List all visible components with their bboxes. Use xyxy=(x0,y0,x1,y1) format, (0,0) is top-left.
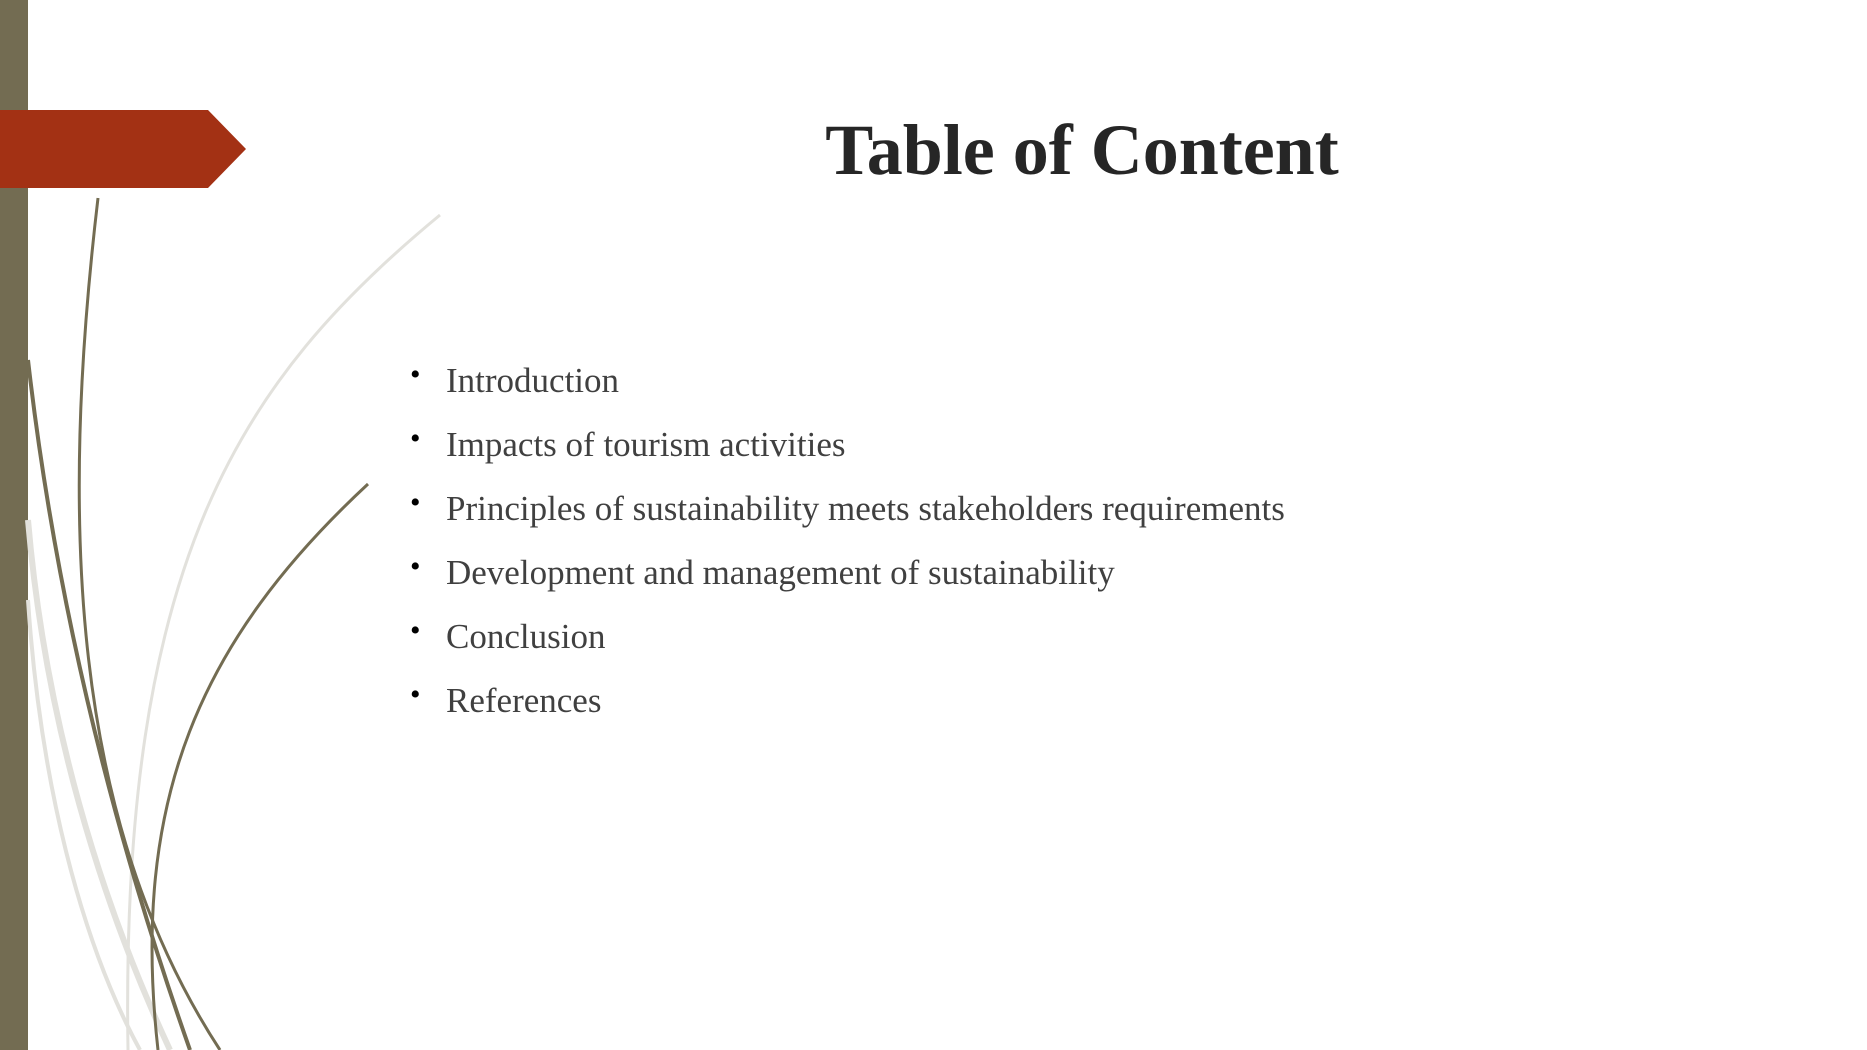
toc-item-label: References xyxy=(446,681,602,720)
toc-item-label: Introduction xyxy=(446,361,620,400)
toc-item-label: Conclusion xyxy=(446,617,606,656)
red-arrow-banner xyxy=(0,110,246,188)
toc-item-introduction xyxy=(410,356,1710,420)
toc-item-conclusion xyxy=(410,612,1710,676)
bullet: • xyxy=(410,678,421,711)
toc-item-references xyxy=(410,676,1710,740)
bullet: • xyxy=(410,486,421,519)
light-curve-large xyxy=(128,215,440,1050)
toc-item-label: Development and management of sustainability xyxy=(446,553,1115,592)
bullet: • xyxy=(410,422,421,455)
bullet: • xyxy=(410,550,421,583)
toc-list xyxy=(410,356,1710,740)
toc-item-development xyxy=(410,548,1710,612)
toc-item-principles xyxy=(410,484,1710,548)
toc-item-label: Principles of sustainability meets stakeholders requirements xyxy=(446,489,1285,528)
light-curve-left xyxy=(28,520,170,1050)
toc-item-label: Impacts of tourism activities xyxy=(446,425,846,464)
bullet: • xyxy=(410,358,421,391)
slide-title: Table of Content xyxy=(825,110,1339,190)
toc-item-impacts xyxy=(410,420,1710,484)
bullet: • xyxy=(410,614,421,647)
